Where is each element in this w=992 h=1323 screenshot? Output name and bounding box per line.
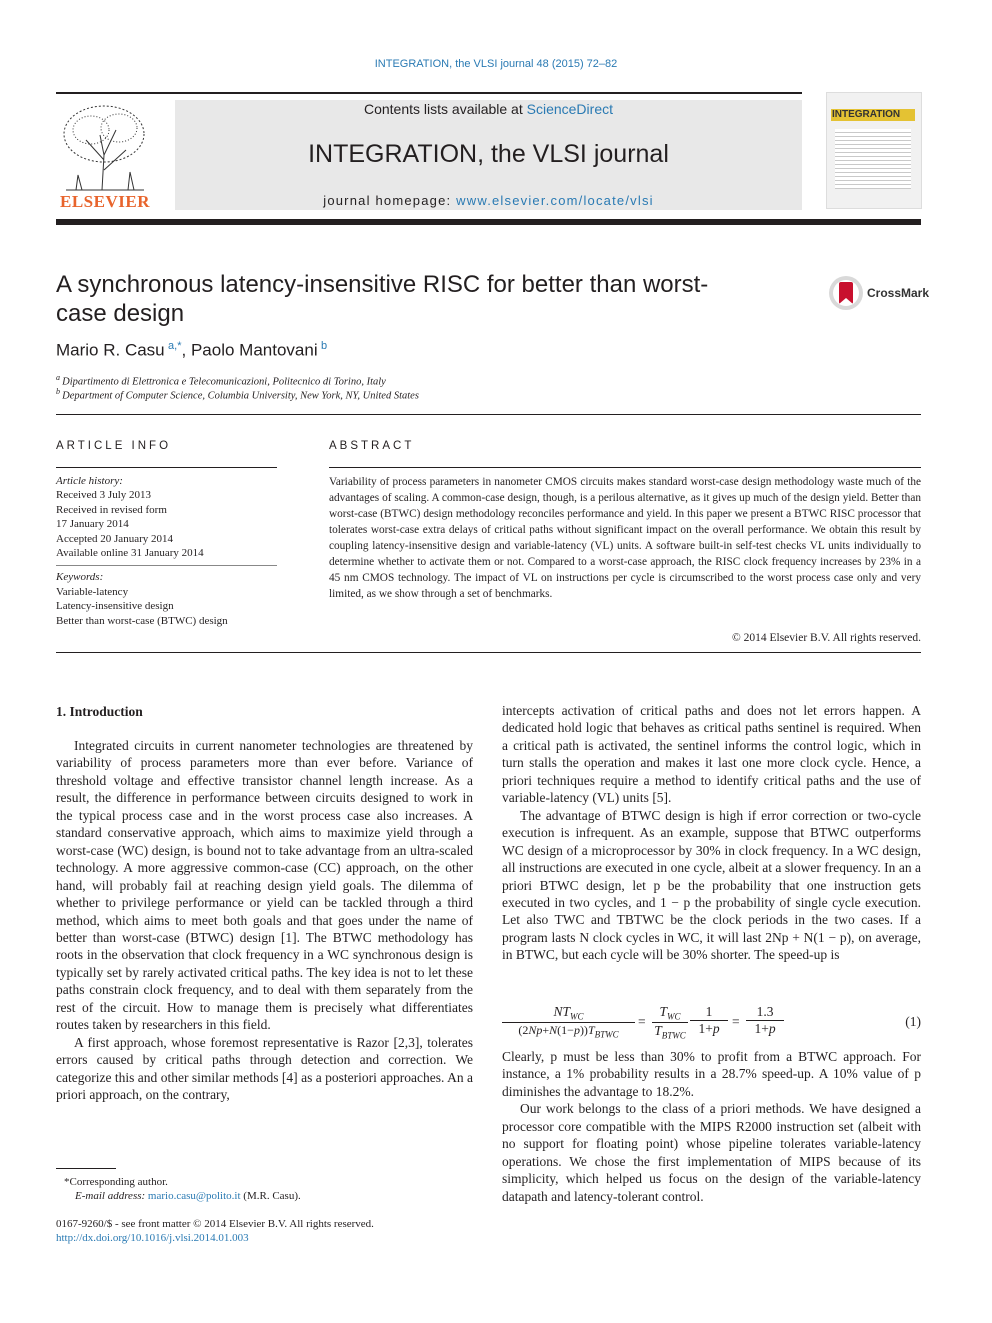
equation-number: (1) — [905, 1014, 921, 1029]
publisher-name: ELSEVIER — [60, 192, 150, 211]
paragraph: Clearly, p must be less than 30% to profit from a BTWC approach. For instance, a 1% probability results in a 28.7% speed-up. A 10% value of p diminishes the advantage to 18.2%. — [502, 1049, 921, 1099]
abstract-rule — [329, 467, 921, 468]
email-label: E-mail address: — [75, 1190, 148, 1202]
left-column — [56, 737, 473, 1104]
masthead-bottom-rule — [56, 219, 921, 225]
author-affiliation-link[interactable]: a,* — [168, 340, 182, 352]
history-item: Available online 31 January 2014 — [56, 547, 204, 560]
history-item: Accepted 20 January 2014 — [56, 532, 173, 545]
affiliation — [56, 387, 419, 402]
contents-line — [175, 101, 802, 117]
running-header[interactable]: INTEGRATION, the VLSI journal 48 (2015) 72–82 — [374, 58, 618, 70]
abstract-copyright: © 2014 Elsevier B.V. All rights reserved. — [732, 632, 921, 644]
eq-fraction-3: 1 1+p — [690, 1004, 728, 1037]
footnote-corresponding-text: Corresponding author. — [69, 1176, 168, 1188]
history-item: Received 3 July 2013 — [56, 489, 152, 502]
keyword: Variable-latency — [56, 585, 129, 598]
footnote-rule — [56, 1168, 116, 1169]
article-info-rule — [56, 467, 277, 468]
cover-title: INTEGRATION — [832, 109, 901, 120]
sciencedirect-link[interactable]: ScienceDirect — [526, 101, 613, 117]
history-item: 17 January 2014 — [56, 518, 129, 531]
homepage-link[interactable]: www.elsevier.com/locate/vlsi — [456, 193, 654, 208]
affiliation-text: Dipartimento di Elettronica e Telecomunicazioni, Politecnico di Torino, Italy — [62, 376, 386, 388]
author-separator: , — [181, 340, 191, 360]
affiliation-marker: b — [56, 387, 60, 396]
right-column-top — [502, 702, 921, 964]
keyword: Latency-insensitive design — [56, 600, 174, 613]
keyword: Better than worst-case (BTWC) design — [56, 614, 228, 627]
affiliation-marker: a — [56, 373, 60, 382]
equation-speedup: $NT_{WC}$ $(2Np+N(1-p))T_{BTWC}$ = $T_{WC}$ $T_{BTWC}$ 1 1+p = 1.3 1+p (1) — [502, 1004, 921, 1046]
paragraph: The advantage of BTWC design is high if error correction or two-cycle execution is infrequent. As an example, suppose that BTWC outperforms WC design of a microprocessor by 30% in clock frequency. In a WC design, all instructions are executed in one cycle, albeit at a slower frequency. In an a priori BTWC design, let p be the probability that one instruction gets executed in two cycles, and 1 − p the probability of single cycle execution. Let also TWC and TBTWC be the clock periods in the two cases. If a program lasts N clock cycles in WC, it will last 2Np + N(1 − p), on average, in BTWC, but each cycle will be 30% shorter. The speed-up is — [502, 807, 921, 963]
homepage-prefix: journal homepage: — [323, 193, 457, 208]
crossmark-icon — [828, 275, 864, 311]
author-list — [56, 340, 327, 361]
eq-fraction-1: $NT_{WC}$ $(2Np+N(1-p))T_{BTWC}$ — [502, 1004, 635, 1039]
eq-fraction-2: $T_{WC}$ $T_{BTWC}$ — [652, 1004, 688, 1040]
right-column-bottom — [502, 1048, 921, 1205]
paragraph: A first approach, whose foremost representative is Razor [2,3], tolerates errors caused by critical paths through detection and correction. We categorize this and other similar methods [4] as a posteriori approaches. An a priori approach, on the contrary, — [56, 1034, 473, 1103]
header-divider — [56, 414, 921, 415]
author-name: Paolo Mantovani — [190, 340, 318, 360]
email-link[interactable]: mario.casu@polito.it — [147, 1190, 241, 1202]
article-info — [56, 474, 281, 628]
journal-name: INTEGRATION, the VLSI journal — [308, 140, 669, 168]
affiliation — [56, 373, 386, 388]
footnote-email — [75, 1189, 301, 1203]
contents-prefix: Contents lists available at — [363, 101, 527, 117]
affiliation-text: Department of Computer Science, Columbia University, New York, NY, United States — [62, 390, 419, 402]
author-name: Mario R. Casu — [56, 340, 165, 360]
issn-line: 0167-9260/$ - see front matter © 2014 Elsevier B.V. All rights reserved. — [56, 1218, 374, 1230]
history-label: Article history: — [56, 475, 123, 487]
paragraph: Our work belongs to the class of a priori methods. We have designed a processor core compatible with the MIPS R2000 instruction set (albeit with no support for floating point) whose pipeline tolerates variable-latency operations. We chose the first implementation of MIPS because of its simplicity, which helped us focus on the design of the variable-latency datapath and latency-tolerant control. — [502, 1101, 921, 1204]
article-info-heading: ARTICLE INFO — [56, 440, 172, 452]
masthead-top-rule — [56, 92, 802, 94]
doi-link[interactable]: http://dx.doi.org/10.1016/j.vlsi.2014.01.003 — [56, 1232, 249, 1244]
eq-fraction-4: 1.3 1+p — [746, 1004, 784, 1037]
crossmark-badge[interactable] — [828, 275, 928, 311]
paragraph: Integrated circuits in current nanometer technologies are threatened by variability of process parameters more than ever before. Variance of threshold voltage and effective transistor channel length increase. As a result, the difference in performance between circuits designed to work in the typical process case and in the worst process case also increases. A standard conservative approach, which aims to maximize yield through a worst-case (WC) design, is bound not to take advantage from an ultra-scaled technology. A more aggressive common-case (CC) approach, on the other hand, will probably fail at reaching design yield goals. The dilemma of whether to privilege performance or yield can be tackled through a third method, which aims to meet both goals and that goes under the name of better than worst-case (BTWC) design [1]. The BTWC methodology has roots in the observation that clock frequency in a WC synchronous design is typically set by rarely activated critical paths. The key idea is not to let these paths constrain clock frequency, and to deal with them separately from the rest of the circuit. How to manage them is precisely what differentiates routes taken by researchers in this field. — [56, 738, 473, 1033]
history-item: Received in revised form — [56, 503, 167, 516]
journal-cover-thumbnail[interactable] — [826, 92, 922, 209]
paragraph: intercepts activation of critical paths and does not let errors happen. A dedicated hold logic that behaves as critical paths sentinel is required. When a critical path is activated, the sentinel informs the control logic, which in turn stalls the operation and makes it last one more clock cycle. Hence, a priori techniques require a method to identify critical paths and the use of variable-latency (VL) units [5]. — [502, 703, 921, 806]
abstract-heading: ABSTRACT — [329, 440, 415, 452]
keywords-label: Keywords: — [56, 571, 104, 584]
homepage-line — [175, 193, 802, 208]
footnote-corresponding: *Corresponding author. — [64, 1176, 168, 1188]
crossmark-label: CrossMark — [867, 286, 930, 300]
abstract-divider — [56, 652, 921, 653]
article-title: A synchronous latency-insensitive RISC for better than worst-case design — [56, 271, 709, 327]
author-affiliation-link[interactable]: b — [321, 340, 328, 352]
section-title: 1. Introduction — [56, 704, 143, 719]
email-suffix: (M.R. Casu). — [240, 1190, 301, 1202]
abstract-text: Variability of process parameters in nanometer CMOS circuits makes standard worst-case design methodology waste much of the advantages of scaling. A common-case design, though, is a perilous alternative, as it gives up much of the design yield. Better than worst-case (BTWC) design methodology reconciles performance and yield. In this paper we present a BTWC RISC processor that tolerates worst-case extra delays of critical paths without significant impact on the overall performance. We obtain this result by coupling latency-insensitive design and variable-latency (VL) units. A software built-in self-test checks VL units individually to determine whether to activate them or not. Compared to a worst-case approach, the RISC clock frequency increases by 23% in a 45 nm CMOS technology. The impact of VL on instructions per cycle is circumscribed to the worst process case only and very limited, as we show through a set of benchmarks. — [329, 476, 921, 600]
article-info-subrule — [56, 565, 277, 566]
